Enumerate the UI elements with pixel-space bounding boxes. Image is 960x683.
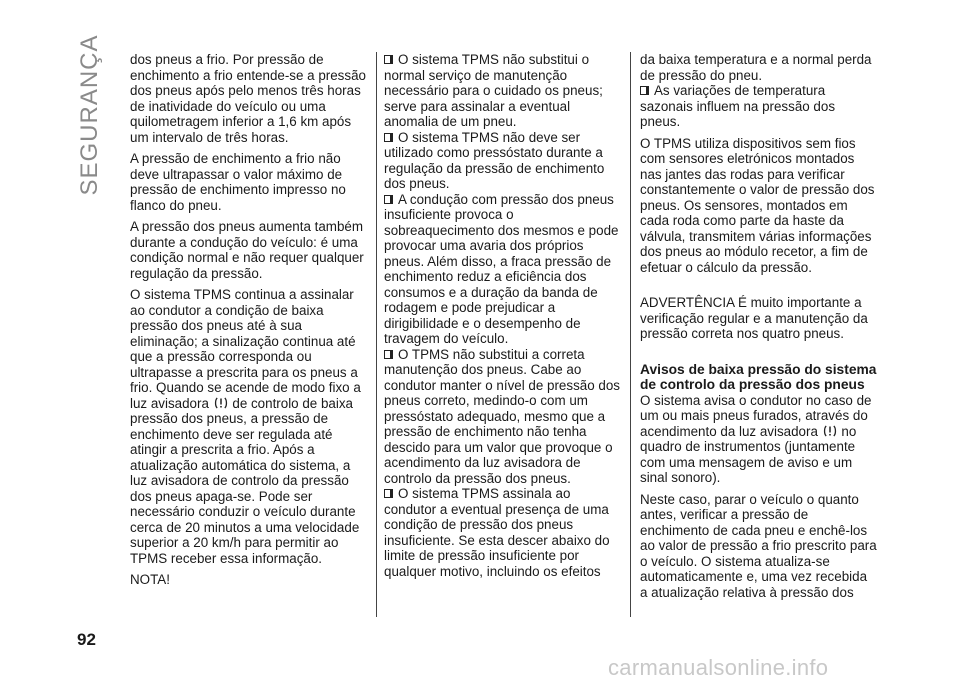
paragraph: A pressão dos pneus aumenta também durante a condução do veículo: é uma condição normal e não requer qualquer regulação da pressão.	[130, 219, 364, 281]
column-divider	[376, 52, 377, 617]
paragraph-text: no quadro de instrumentos (juntamente com uma mensagem de aviso e um sinal sonoro).	[640, 423, 857, 485]
note-marker-icon	[640, 86, 649, 95]
tpms-warning-light-icon	[214, 396, 228, 410]
note-marker-icon	[384, 489, 393, 498]
paragraph: da baixa temperatura e a normal perda de pressão do pneu.	[640, 52, 872, 83]
text-column-1	[130, 52, 368, 594]
watermark: carmanualsonline.info	[608, 655, 829, 680]
paragraph: dos pneus a frio. Por pressão de enchimento a frio entende-se a pressão dos pneus após pelo menos três horas de inatividade do veículo ou uma quilometragem inferior a 1,6 km após um intervalo de três horas.	[130, 52, 366, 145]
text-column-2	[384, 52, 622, 579]
section-title: SEGURANÇA	[76, 34, 103, 196]
note-marker-icon	[384, 133, 393, 142]
paragraph-text: O sistema avisa o condutor no caso de um ou mais pneus furados, através do acendimento da luz avisadora	[640, 392, 872, 439]
note-marker-icon	[384, 195, 393, 204]
paragraph: NOTA!	[130, 572, 170, 587]
paragraph: A pressão de enchimento a frio não deve ultrapassar o valor máximo de pressão de enchimento impresso no flanco do pneu.	[130, 151, 346, 213]
paragraph	[130, 287, 368, 566]
paragraph-text: O sistema TPMS continua a assinalar ao condutor a condição de baixa pressão dos pneus até à sua eliminação; a sinalização continua até que a pressão corresponda ou ultrapasse a prescrita para os pneus a frio. Quando se acende de modo fixo a luz avisadora	[130, 287, 361, 411]
note-item: A condução com pressão dos pneus insuficiente provoca o sobreaquecimento dos mesmos e pode provocar uma avaria dos próprios pneus. Além disso, a fraca pressão de enchimento reduz a eficiência dos consumos e a duração da banda de rodagem e pode prejudicar a dirigibilidade e o desempenho de travagem do veículo.	[384, 191, 619, 346]
paragraph-text: de controlo de baixa pressão dos pneus, a pressão de enchimento deve ser regulada até atingir a prescrita a frio. Após a atualização automática do sistema, a luz avisadora de controlo da pressão dos pneus apaga-se. Pode ser necessário conduzir o veículo durante cerca de 20 minutos a uma velocidade superior a 20 km/h para permitir ao TPMS receber essa informação.	[130, 395, 360, 566]
paragraph	[640, 393, 878, 486]
paragraph: O TPMS utiliza dispositivos sem fios com sensores eletrónicos montados nas jantes das rodas para verificar constantemente o valor de pressão dos pneus. Os sensores, montados em cada roda como parte da haste da válvula, transmitem várias informações dos pneus ao módulo recetor, a fim de efetuar o cálculo da pressão.	[640, 135, 875, 275]
section-heading: Avisos de baixa pressão do sistema de controlo da pressão dos pneus	[640, 361, 877, 392]
column-divider	[630, 52, 631, 617]
note-item: As variações de temperatura sazonais influem na pressão dos pneus.	[640, 83, 836, 129]
note-item: O sistema TPMS assinala ao condutor a eventual presença de uma condição de pressão dos pneus insuficiente. Se esta descer abaixo do limite de pressão insuficiente por qualquer motivo, incluindo os efeitos	[384, 486, 610, 579]
text-column-3	[640, 52, 878, 606]
note-item: O sistema TPMS não substitui o normal serviço de manutenção necessário para o cuidado os pneus; serve para assinalar a eventual anomalia de um pneu.	[384, 52, 603, 129]
page-number: 92	[77, 630, 96, 649]
tpms-warning-light-icon	[823, 424, 837, 438]
note-marker-icon	[384, 350, 393, 359]
note-marker-icon	[384, 55, 393, 64]
paragraph: Neste caso, parar o veículo o quanto antes, verificar a pressão de enchimento de cada pneu e enchê-los ao valor de pressão a frio prescrito para o veículo. O sistema atualiza-se automaticamente e, uma vez recebida a atualização relativa à pressão dos	[640, 491, 877, 600]
note-item: O TPMS não substitui a correta manutenção dos pneus. Cabe ao condutor manter o nível de pressão dos pneus correto, medindo-o com um pressóstato adequado, mesmo que a pressão de enchimento não tenha descido para um valor que provoque o acendimento da luz avisadora de controlo da pressão dos pneus.	[384, 346, 620, 486]
note-item: O sistema TPMS não deve ser utilizado como pressóstato durante a regulação da pressão de enchimento dos pneus.	[384, 129, 605, 191]
warning-paragraph: ADVERTÊNCIA É muito importante a verificação regular e a manutenção da pressão correta nos quatro pneus.	[640, 295, 868, 341]
